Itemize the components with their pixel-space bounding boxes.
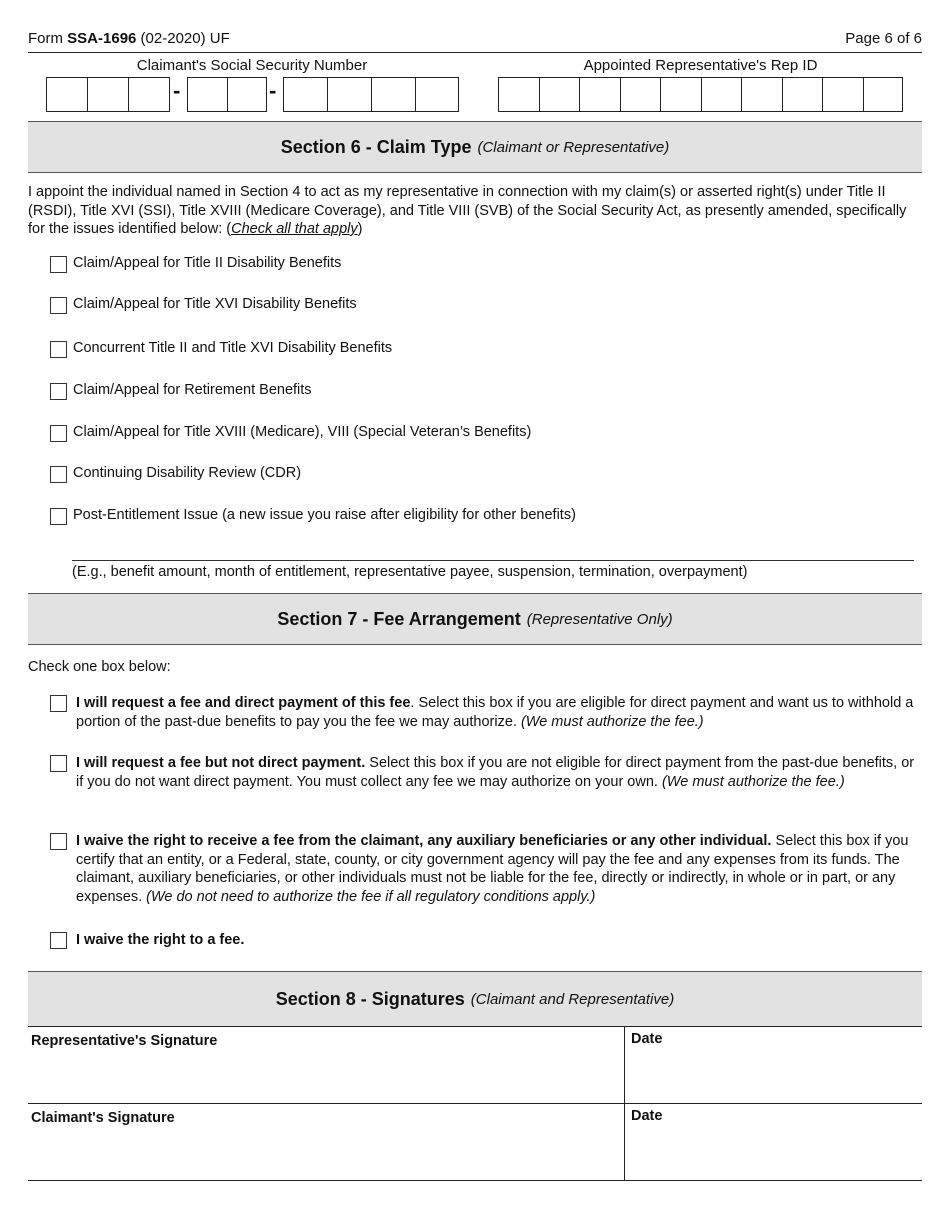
checkbox[interactable] [50, 256, 67, 273]
rep-id-field[interactable] [498, 77, 903, 112]
claim-option-label: Concurrent Title II and Title XVI Disability Benefits [73, 340, 393, 356]
claimant-signature-field[interactable] [28, 1104, 625, 1180]
section-8-title: Section 8 - Signatures [275, 988, 465, 1009]
intro-text: I appoint the individual named in Section 4 to act as my representative in connection with my claim(s) or asserted right(s) under Title II (RSDI), Title XVI (SSI), Title XVIII (Medicare Coverage), and Title VIII (SVB) of the Social Security Act, as presently amended, specifically for the issues identified below: ( [28, 184, 907, 237]
rep-id-box[interactable] [499, 78, 540, 111]
section-7-subtitle: (Representative Only) [526, 610, 673, 628]
fee-option-desc: Select this box if you certify that an entity, or a Federal, state, county, or city government agency will pay the fee and any expenses from its funds. The claimant, auxiliary beneficiaries, or other individuals must not be liable for the fee, directly or indirectly, in whole or in part, or any expenses. [76, 833, 909, 905]
checkbox[interactable] [50, 833, 67, 850]
claim-option-post-entitlement[interactable] [50, 507, 576, 525]
checkbox[interactable] [50, 383, 67, 400]
fee-option-direct-payment[interactable] [50, 694, 922, 731]
claim-option-label: Claim/Appeal for Title XVI Disability Benefits [73, 296, 357, 312]
ssn-label: Claimant's Social Security Number [136, 57, 368, 74]
signature-table [28, 1026, 922, 1181]
ssn-serial-group[interactable] [283, 77, 459, 112]
section-7-instruction: Check one box below: [28, 659, 171, 675]
section-6-header [28, 121, 922, 173]
claim-option-title2[interactable] [50, 255, 341, 273]
fee-option-text [76, 694, 922, 731]
fee-option-bold: I waive the right to receive a fee from the claimant, any auxiliary beneficiaries or any other individual. [76, 833, 772, 849]
checkbox[interactable] [50, 695, 67, 712]
section-7-header [28, 593, 922, 645]
fee-option-desc: Select this box if you are not eligible for direct payment from the past-due benefits, or if you do not want direct payment. You must collect any fee we may authorize on your own. [76, 755, 915, 790]
form-version: (02-2020) UF [136, 30, 230, 47]
claim-option-title16[interactable] [50, 296, 357, 314]
representative-signature-label: Representative's Signature [31, 1033, 218, 1049]
claim-option-medicare[interactable] [50, 424, 531, 442]
date-label: Date [631, 1108, 663, 1124]
section-6-title: Section 6 - Claim Type [280, 136, 472, 157]
fee-option-waive-claimant[interactable] [50, 832, 922, 906]
rep-id-box[interactable] [823, 78, 864, 111]
section-6-intro [28, 183, 922, 239]
fee-option-bold: I waive the right to a fee. [76, 932, 245, 948]
rep-id-box[interactable] [783, 78, 824, 111]
checkbox[interactable] [50, 297, 67, 314]
post-entitlement-example: (E.g., benefit amount, month of entitlement, representative payee, suspension, termination, overpayment) [72, 564, 748, 580]
representative-date-field[interactable] [625, 1027, 922, 1103]
fee-option-text [76, 931, 244, 950]
claim-option-label: Continuing Disability Review (CDR) [73, 465, 302, 481]
ssn-digit-box[interactable] [416, 78, 458, 111]
claimant-date-field[interactable] [625, 1104, 922, 1180]
rep-id-box[interactable] [621, 78, 662, 111]
ssn-group-group[interactable] [187, 77, 267, 112]
claim-option-label: Claim/Appeal for Title II Disability Benefits [73, 255, 342, 271]
fee-option-no-direct-payment[interactable] [50, 754, 922, 791]
section-7-title: Section 7 - Fee Arrangement [277, 608, 521, 629]
checkbox[interactable] [50, 341, 67, 358]
claim-option-cdr[interactable] [50, 465, 301, 483]
fee-option-bold: I will request a fee and direct payment of this fee [76, 695, 411, 711]
fee-option-note: (We must authorize the fee.) [661, 773, 845, 790]
intro-end: ) [357, 221, 363, 237]
fee-option-waive-fee[interactable] [50, 931, 922, 950]
rep-id-box[interactable] [540, 78, 581, 111]
ssn-digit-box[interactable] [88, 78, 129, 111]
claim-option-retirement[interactable] [50, 382, 312, 400]
rep-id-box[interactable] [864, 78, 902, 111]
form-identifier [28, 30, 230, 47]
claim-option-label: Claim/Appeal for Retirement Benefits [73, 382, 312, 398]
rep-id-box[interactable] [702, 78, 743, 111]
fee-option-text [76, 754, 922, 791]
date-label: Date [631, 1031, 663, 1047]
form-number: SSA-1696 [67, 30, 137, 47]
checkbox[interactable] [50, 755, 67, 772]
fee-option-bold: I will request a fee but not direct payment. [76, 755, 366, 771]
checkbox[interactable] [50, 932, 67, 949]
checkbox[interactable] [50, 466, 67, 483]
section-6-subtitle: (Claimant or Representative) [477, 138, 670, 156]
ssn-digit-box[interactable] [228, 78, 266, 111]
ssn-digit-box[interactable] [284, 78, 328, 111]
ssn-dash: - [269, 78, 277, 103]
page-number: Page 6 of 6 [845, 30, 922, 47]
form-prefix: Form [28, 30, 68, 47]
representative-signature-row [28, 1027, 922, 1104]
ssn-digit-box[interactable] [328, 78, 372, 111]
fee-option-note: (We do not need to authorize the fee if all regulatory conditions apply.) [146, 888, 596, 905]
check-all-note: Check all that apply [231, 221, 358, 237]
rep-id-label: Appointed Representative's Rep ID [583, 57, 818, 74]
fee-option-text [76, 832, 922, 906]
claim-option-concurrent[interactable] [50, 340, 392, 358]
section-8-header [28, 971, 922, 1027]
fee-option-note: (We must authorize the fee.) [520, 713, 704, 730]
header-rule [28, 52, 922, 53]
section-8-subtitle: (Claimant and Representative) [470, 990, 675, 1008]
checkbox[interactable] [50, 508, 67, 525]
claim-option-label: Post-Entitlement Issue (a new issue you raise after eligibility for other benefits) [73, 507, 576, 523]
fee-option-desc: . Select this box if you are eligible for direct payment and want us to withhold a portion of the past-due benefits to pay you the fee we may authorize. [76, 695, 914, 730]
ssn-digit-box[interactable] [129, 78, 169, 111]
rep-id-box[interactable] [661, 78, 702, 111]
ssn-dash: - [173, 78, 181, 103]
rep-id-box[interactable] [580, 78, 621, 111]
claimant-signature-row [28, 1104, 922, 1181]
representative-signature-field[interactable] [28, 1027, 625, 1103]
ssn-digit-box[interactable] [47, 78, 88, 111]
claim-option-label: Claim/Appeal for Title XVIII (Medicare), VIII (Special Veteran’s Benefits) [73, 424, 532, 440]
ssn-digit-box[interactable] [372, 78, 416, 111]
rep-id-box[interactable] [742, 78, 783, 111]
claimant-signature-label: Claimant's Signature [31, 1110, 175, 1126]
ssn-area-group[interactable] [46, 77, 170, 112]
ssn-digit-box[interactable] [188, 78, 228, 111]
post-entitlement-input-line[interactable] [72, 560, 914, 561]
checkbox[interactable] [50, 425, 67, 442]
